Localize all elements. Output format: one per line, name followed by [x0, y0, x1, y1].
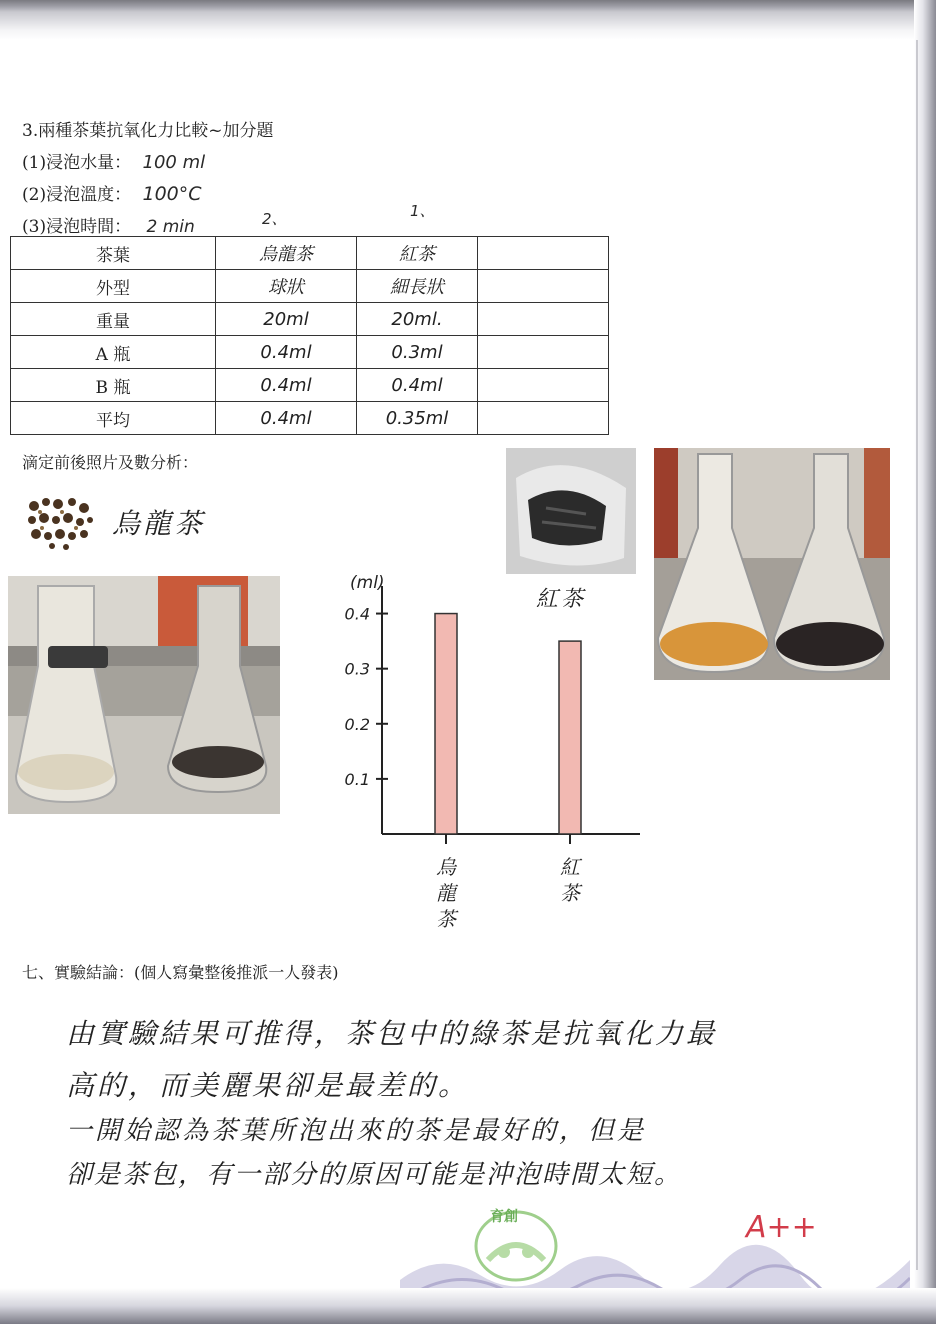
time-row [22, 212, 195, 237]
table-row [11, 402, 609, 435]
row-label: 平均 [11, 402, 216, 435]
section-title: 3.兩種茶葉抗氧化力比較~加分題 [22, 121, 274, 141]
photos-caption: 滴定前後照片及數分析： [22, 453, 199, 472]
table-row [11, 369, 609, 402]
category-label: 紅茶 [560, 855, 580, 905]
conclusion-line-3: 一開始認為茶葉所泡出來的茶是最好的，但是 [66, 1116, 647, 1146]
conclusion-line-2: 高的，而美麗果卻是最差的。 [66, 1069, 470, 1102]
page-margin-line [916, 40, 918, 1270]
note-1: 1、 [410, 202, 435, 220]
row-label: 外型 [11, 270, 216, 303]
empty-cell [478, 303, 609, 336]
empty-cell [478, 237, 609, 270]
temperature-label: (2)浸泡溫度： [22, 185, 132, 205]
row-label: A 瓶 [11, 336, 216, 369]
black-tea-cell: 0.4ml [357, 369, 478, 402]
bar [559, 641, 581, 834]
row-label: B 瓶 [11, 369, 216, 402]
conclusion-line-4: 卻是茶包，有一部分的原因可能是沖泡時間太短。 [66, 1160, 683, 1190]
water-volume-label: (1)浸泡水量： [22, 153, 132, 173]
empty-cell [478, 369, 609, 402]
table-row [11, 336, 609, 369]
row-label: 重量 [11, 303, 216, 336]
black-tea-flasks-photo [654, 448, 890, 680]
black-tea-cell: 細長狀 [357, 270, 478, 303]
black-tea-cell: 0.35ml [357, 402, 478, 435]
y-axis-label: (ml) [350, 573, 385, 593]
scan-edge-bottom [0, 1288, 936, 1324]
oolong-cell: 烏龍茶 [216, 237, 357, 270]
y-tick-label: 0.4 [344, 604, 370, 624]
antioxidant-bar-chart [320, 560, 650, 950]
empty-cell [478, 270, 609, 303]
y-tick-label: 0.3 [344, 659, 370, 679]
black-tea-cell: 0.3ml [357, 336, 478, 369]
grade-mark: A++ [746, 1210, 817, 1245]
time-value: 2 min [146, 217, 195, 237]
oolong-cell: 0.4ml [216, 402, 357, 435]
tea-comparison-table [10, 236, 609, 435]
scan-edge-top [0, 0, 936, 40]
black-tea-cell: 20ml. [357, 303, 478, 336]
oolong-cell: 0.4ml [216, 369, 357, 402]
black-tea-leaves-photo [506, 448, 636, 574]
table-row [11, 303, 609, 336]
row-label: 茶葉 [11, 237, 216, 270]
y-tick-label: 0.1 [344, 769, 370, 789]
empty-cell [478, 402, 609, 435]
bar [435, 614, 457, 834]
category-label: 烏龍茶 [436, 855, 456, 931]
oolong-cell: 20ml [216, 303, 357, 336]
oolong-cell: 球狀 [216, 270, 357, 303]
black-tea-cell: 紅茶 [357, 237, 478, 270]
water-volume-row [22, 148, 205, 173]
black-tea-label: 紅茶 [536, 587, 587, 612]
conclusion-heading: 七、實驗結論：(個人寫彙整後推派一人發表) [22, 963, 339, 982]
table-row [11, 270, 609, 303]
stamp-text: 育創 [490, 1209, 518, 1225]
empty-cell [478, 336, 609, 369]
oolong-flasks-photo [8, 576, 280, 814]
table-row [11, 237, 609, 270]
temperature-row [22, 180, 202, 205]
oolong-cell: 0.4ml [216, 336, 357, 369]
water-volume-value: 100 ml [142, 152, 206, 173]
conclusion-line-1: 由實驗結果可推得，茶包中的綠茶是抗氧化力最 [66, 1017, 718, 1050]
temperature-value: 100°C [142, 183, 202, 205]
oolong-label: 烏龍茶 [112, 507, 206, 540]
oolong-leaves-photo [22, 492, 98, 552]
y-tick-label: 0.2 [344, 714, 370, 734]
time-label: (3)浸泡時間： [22, 217, 132, 237]
note-2: 2、 [262, 210, 287, 228]
